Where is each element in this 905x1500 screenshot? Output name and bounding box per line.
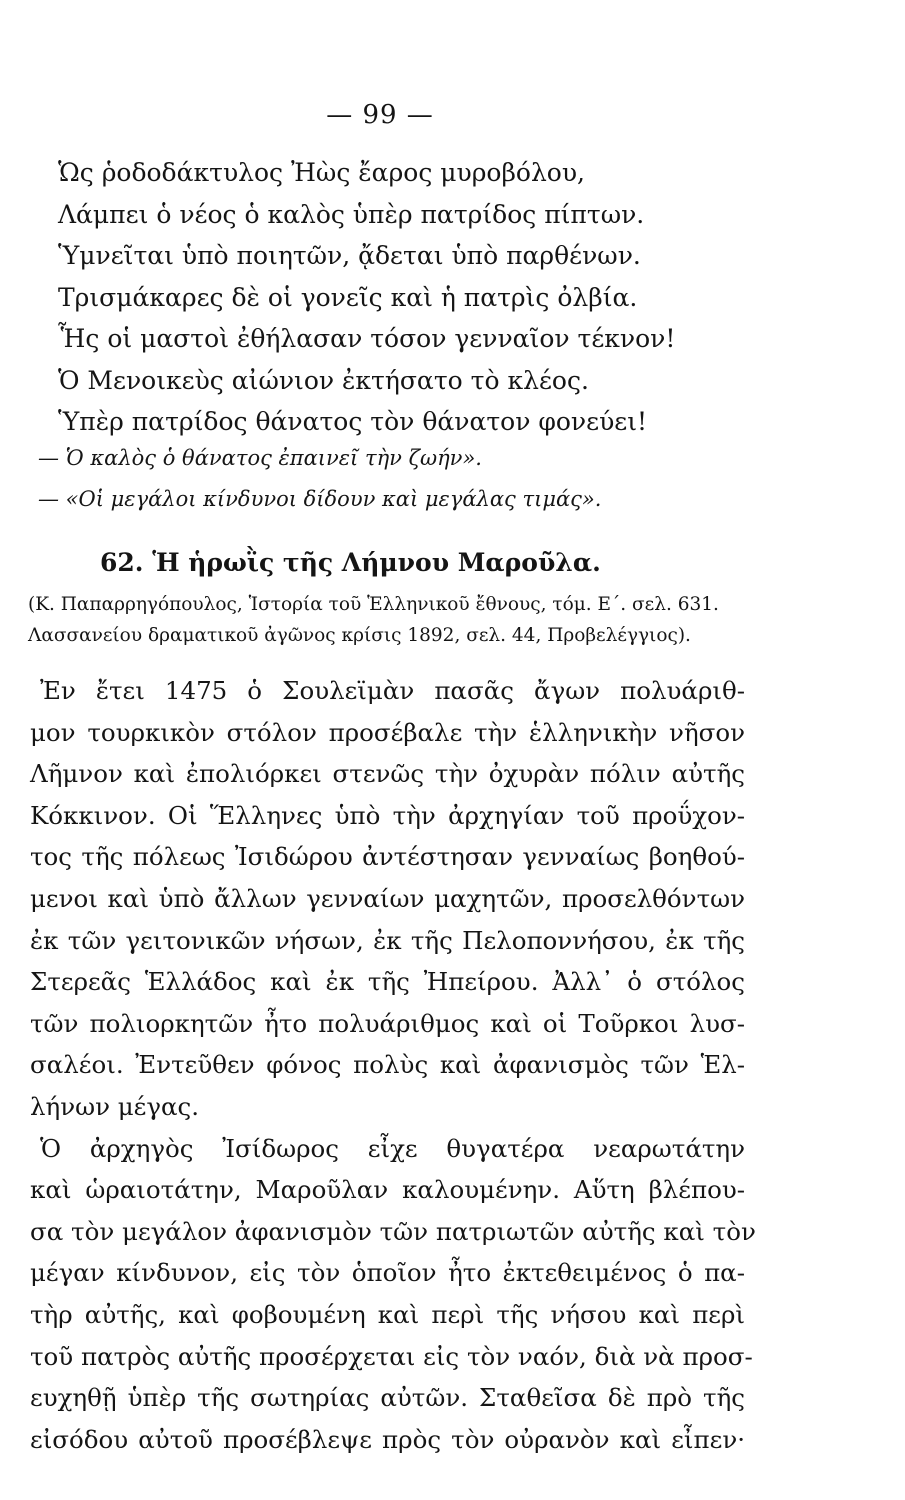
poem-line: Ὁ Μενοικεὺς αἰώνιον ἐκτήσατο τὸ κλέος. xyxy=(58,365,589,395)
poem-line: Ὑπὲρ πατρίδος θάνατος τὸν θάνατον φονεύει! xyxy=(58,407,648,436)
body-line: Ἐν ἔτει 1475 ὁ Σουλεϊμὰν πασᾶς ἄγων πολυάριθ- xyxy=(40,676,745,705)
body-line: μέγαν κίνδυνον, εἰς τὸν ὁποῖον ἦτο ἐκτεθειμένος ὁ πα- xyxy=(30,1258,745,1288)
body-line: μον τουρκικὸν στόλον προσέβαλε τὴν ἑλληνικὴν νῆσον xyxy=(30,717,745,747)
source-citation-line: (Κ. Παπαρρηγόπουλος, Ἱστορία τοῦ Ἑλληνικοῦ ἔθνους, τόμ. Ε΄. σελ. 631. xyxy=(28,594,719,615)
poem-line: Λάμπει ὁ νέος ὁ καλὸς ὑπὲρ πατρίδος πίπτων. xyxy=(58,199,645,229)
body-line: σα τὸν μεγάλον ἀφανισμὸν τῶν πατριωτῶν αὐτῆς καὶ τὸν xyxy=(30,1216,756,1246)
body-line: μενοι καὶ ὑπὸ ἄλλων γενναίων μαχητῶν, προσελθόντων xyxy=(30,883,745,913)
poem xyxy=(58,152,758,443)
body-line: τοῦ πατρὸς αὐτῆς προσέρχεται εἰς τὸν ναόν, διὰ νὰ προσ- xyxy=(30,1341,753,1371)
body-line: λήνων μέγας. xyxy=(30,1091,200,1121)
section-title: 62. Ἡ ἡρωῒς τῆς Λήμνου Μαροῦλα. xyxy=(100,548,601,577)
quote-first: — Ὁ καλὸς ὁ θάνατος ἐπαινεῖ τὴν ζωήν». xyxy=(38,446,482,470)
body-line: τῶν πολιορκητῶν ἦτο πολυάριθμος καὶ οἱ Τοῦρκοι λυσ- xyxy=(30,1008,745,1038)
body-line: καὶ ὡραιοτάτην, Μαροῦλαν καλουμένην. Αὕτη βλέπου- xyxy=(30,1175,745,1205)
quote-second: — «Οἱ μεγάλοι κίνδυνοι δίδουν καὶ μεγάλας τιμάς». xyxy=(38,487,602,511)
poem-line: Ἧς οἱ μαστοὶ ἐθήλασαν τόσον γενναῖον τέκνον! xyxy=(58,324,676,353)
body-line: Λῆμνον καὶ ἐπολιόρκει στενῶς τὴν ὀχυρὰν πόλιν αὐτῆς xyxy=(30,759,745,789)
body-line: εἰσόδου αὐτοῦ προσέβλεψε πρὸς τὸν οὐρανὸν καὶ εἶπεν· xyxy=(30,1424,745,1454)
body-line: τὴρ αὐτῆς, καὶ φοβουμένη καὶ περὶ τῆς νήσου καὶ περὶ xyxy=(30,1299,745,1329)
source-citation-line: Λασσανείου δραματικοῦ ἀγῶνος κρίσις 1892, σελ. 44, Προβελέγγιος). xyxy=(28,625,691,646)
body-line: τος τῆς πόλεως Ἰσιδώρου ἀντέστησαν γενναίως βοηθού- xyxy=(30,842,745,872)
body-line: Ὁ ἀρχηγὸς Ἰσίδωρος εἶχε θυγατέρα νεαρωτάτην xyxy=(40,1133,745,1163)
body-line: Στερεᾶς Ἑλλάδος καὶ ἐκ τῆς Ἠπείρου. Ἀλλ᾽ ὁ στόλος xyxy=(30,967,745,997)
poem-line: Ὑμνεῖται ὑπὸ ποιητῶν, ᾄδεται ὑπὸ παρθένων. xyxy=(58,241,641,270)
body-line: Κόκκινον. Οἱ Ἕλληνες ὑπὸ τὴν ἀρχηγίαν τοῦ προΰχον- xyxy=(30,800,745,830)
poem-line: Τρισμάκαρες δὲ οἱ γονεῖς καὶ ἡ πατρὶς ὀλβία. xyxy=(58,282,638,312)
poem-line: Ὡς ῥοδοδάκτυλος Ἠὼς ἔαρος μυροβόλου, xyxy=(58,158,586,187)
page-number: — 99 — xyxy=(326,100,434,130)
body-line: ἐκ τῶν γειτονικῶν νήσων, ἐκ τῆς Πελοποννήσου, ἐκ τῆς xyxy=(30,925,745,955)
body-text xyxy=(30,670,756,1460)
body-line: ευχηθῇ ὑπὲρ τῆς σωτηρίας αὐτῶν. Σταθεῖσα δὲ πρὸ τῆς xyxy=(30,1383,745,1413)
body-line: σαλέοι. Ἐντεῦθεν φόνος πολὺς καὶ ἀφανισμὸς τῶν Ἑλ- xyxy=(30,1050,745,1080)
